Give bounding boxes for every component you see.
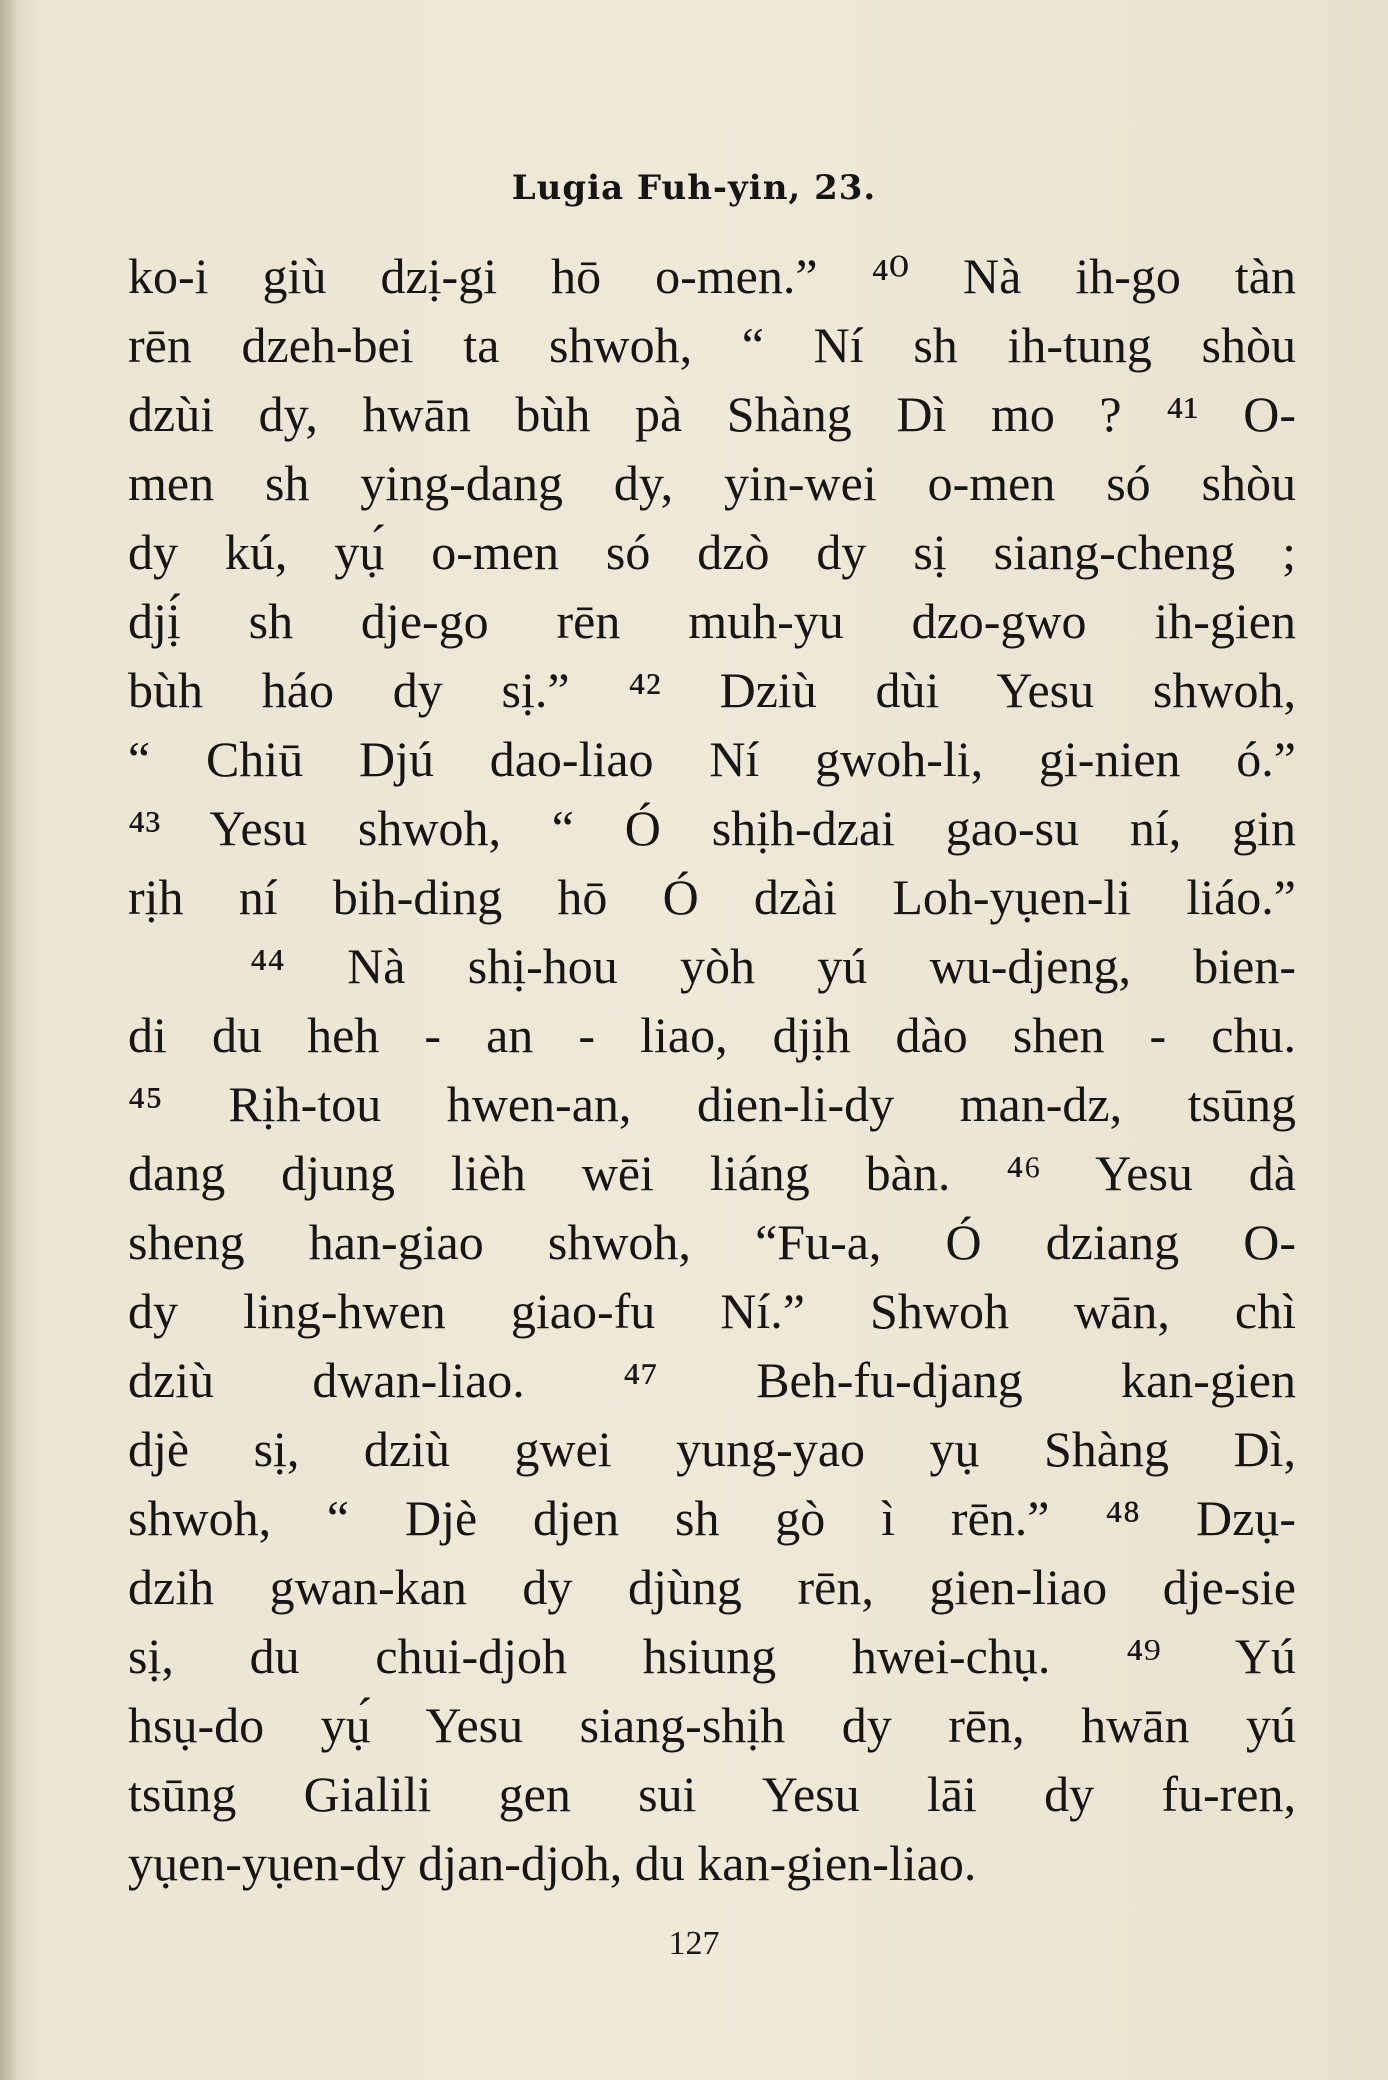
text-line: yụen-yụen-dy djan-djoh, du kan-gien-liao. bbox=[128, 1835, 977, 1891]
text-line: djị́ sh dje-go rēn muh-yu dzo-gwo ih-gien bbox=[128, 593, 1296, 649]
text-line: “ Chiū Djú dao-liao Ní gwoh-li, gi-nien ó.” bbox=[128, 731, 1296, 787]
text-line: djè sị, dziù gwei yung-yao yụ Shàng Dì, bbox=[128, 1421, 1296, 1477]
text-line: dziù dwan-liao. ⁴⁷ Beh-fu-djang kan-gien bbox=[128, 1352, 1296, 1408]
text-line: sị, du chui-djoh hsiung hwei-chụ. ⁴⁹ Yú bbox=[128, 1628, 1296, 1684]
text-line: ko-i giù dzị-gi hō o-men.” ⁴⁰ Nà ih-go tàn bbox=[128, 248, 1296, 304]
page-gutter-shadow bbox=[0, 0, 18, 2080]
text-line: ⁴³ Yesu shwoh, “ Ó shịh-dzai gao-su ní, gin bbox=[128, 800, 1296, 856]
text-line: men sh ying-dang dy, yin-wei o-men só shòu bbox=[128, 455, 1296, 511]
text-line: di du heh - an - liao, djịh dào shen - chu. bbox=[128, 1007, 1296, 1063]
text-line: dang djung lièh wēi liáng bàn. ⁴⁶ Yesu dà bbox=[128, 1145, 1296, 1201]
body-text bbox=[128, 242, 1296, 1898]
text-line: dy kú, yụ́ o-men só dzò dy sị siang-cheng ; bbox=[128, 524, 1296, 580]
text-line: shwoh, “ Djè djen sh gò ì rēn.” ⁴⁸ Dzụ- bbox=[128, 1490, 1296, 1546]
text-line: rịh ní bih-ding hō Ó dzài Loh-yụen-li liáo.” bbox=[128, 869, 1296, 925]
page-number: 127 bbox=[668, 1925, 720, 1962]
text-line: dzih gwan-kan dy djùng rēn, gien-liao dje-sie bbox=[128, 1559, 1296, 1615]
text-line: rēn dzeh-bei ta shwoh, “ Ní sh ih-tung shòu bbox=[128, 317, 1296, 373]
text-line: sheng han-giao shwoh, “Fu-a, Ó dziang O- bbox=[128, 1214, 1296, 1270]
text-line: dzùi dy, hwān bùh pà Shàng Dì mo ? ⁴¹ O- bbox=[128, 386, 1296, 442]
text-line-paragraph-start: ⁴⁴ Nà shị-hou yòh yú wu-djeng, bien- bbox=[250, 938, 1296, 994]
running-title: Lugia Fuh-yin, 23. bbox=[511, 168, 877, 208]
text-line: tsūng Gialili gen sui Yesu lāi dy fu-ren, bbox=[128, 1766, 1296, 1822]
text-line: hsụ-do yụ́ Yesu siang-shịh dy rēn, hwān yú bbox=[128, 1697, 1296, 1753]
text-line: bùh háo dy sị.” ⁴² Dziù dùi Yesu shwoh, bbox=[128, 662, 1296, 718]
text-line: dy ling-hwen giao-fu Ní.” Shwoh wān, chì bbox=[128, 1283, 1296, 1339]
text-line: ⁴⁵ Rịh-tou hwen-an, dien-li-dy man-dz, tsūng bbox=[128, 1076, 1296, 1132]
